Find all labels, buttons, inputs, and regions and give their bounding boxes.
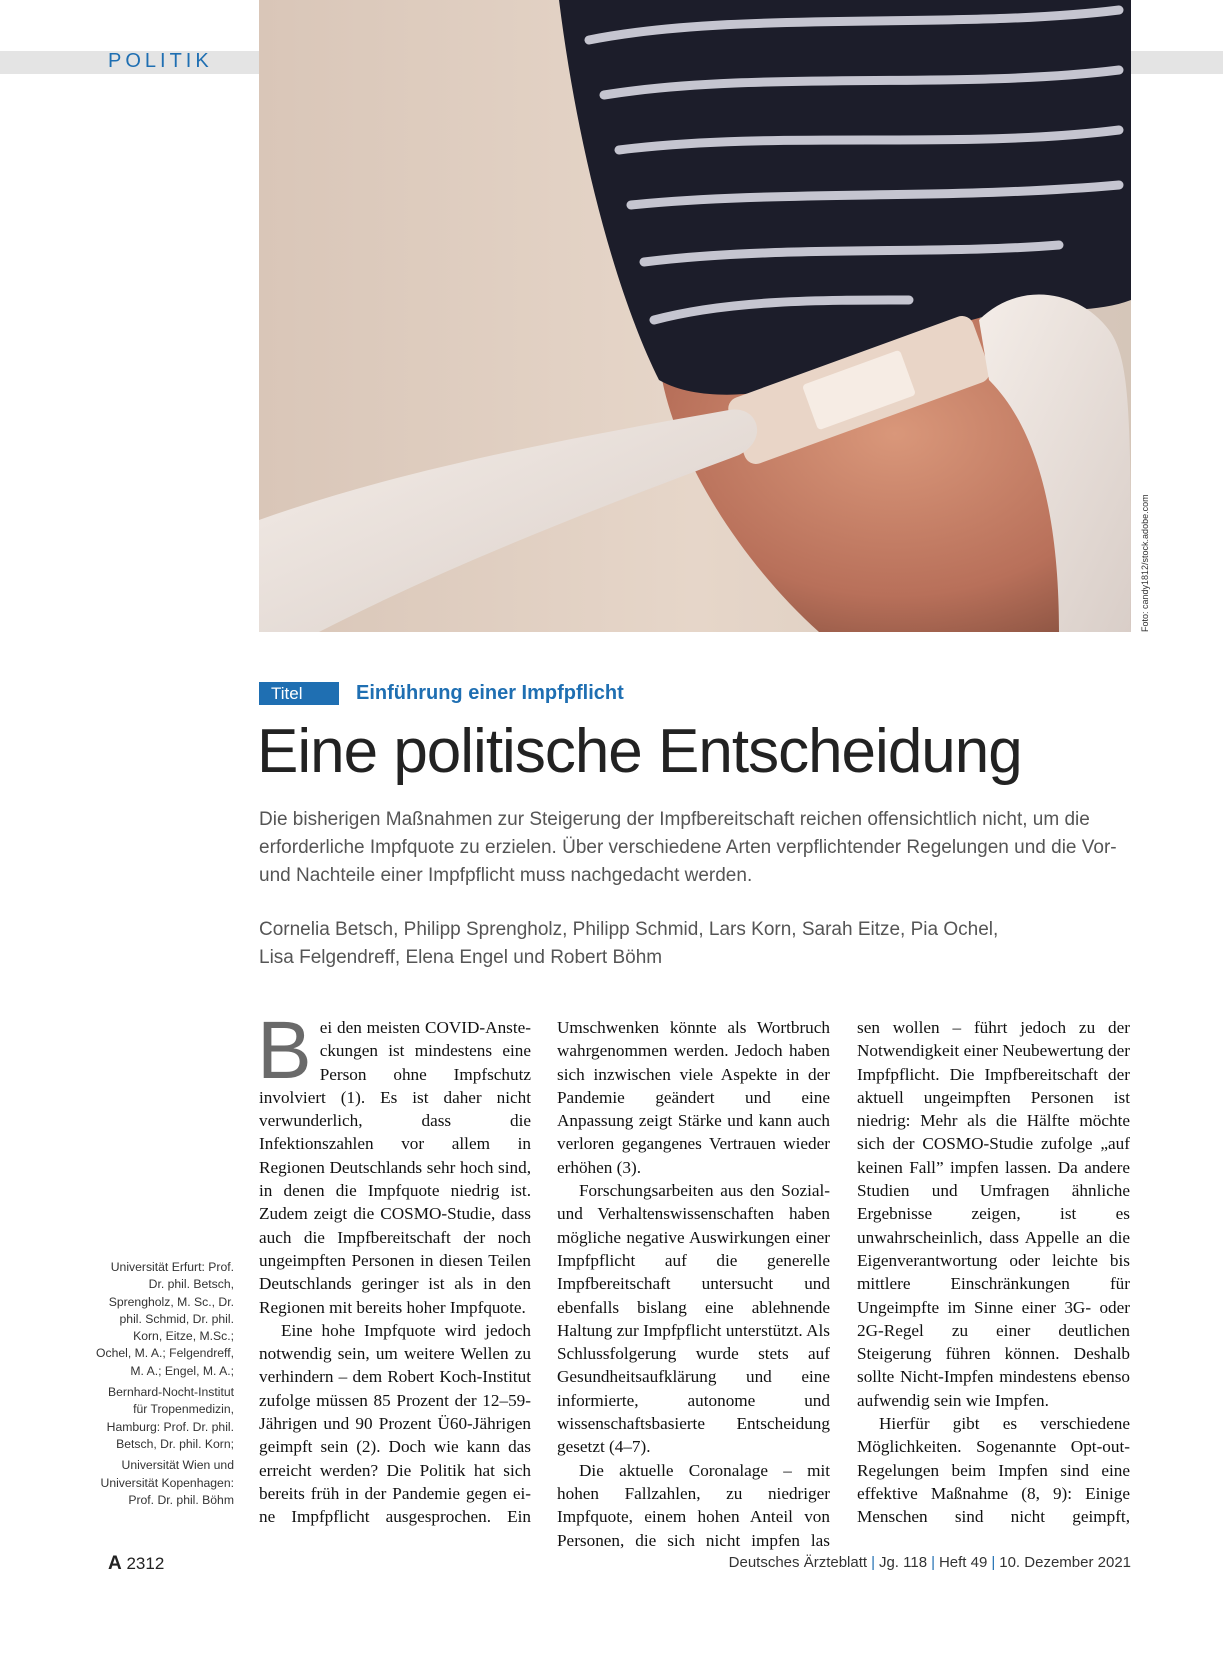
journal-date: 10. Dezember 2021: [999, 1554, 1131, 1571]
author-line-2: Lisa Felgendreff, Elena Engel und Robert Böhm: [259, 947, 663, 968]
body-column-2: [557, 1016, 830, 1552]
affiliations: [96, 1259, 234, 1513]
body-paragraph: Umschwenken könnte als Wortbruch wahrgenommen werden. Jedoch haben sich inzwischen viele Aspekte in der Pandemie geändert und eine Anpassung zeigt Stärke und kann auch verloren gegangenes Vertrauen wieder erhöhen (3).: [557, 1018, 830, 1177]
page-number: A 2312: [108, 1553, 165, 1574]
affiliation-hamburg: Bernhard-Nocht-Institut für Tropenmedizin, Hamburg: Prof. Dr. phil. Betsch, Dr. phil. Korn;: [106, 1385, 234, 1451]
article-photo: [259, 0, 1131, 632]
journal-issue: Heft 49: [938, 1554, 988, 1571]
author-list: [259, 916, 1119, 972]
body-paragraph: Die aktuelle Coronalage – mit hohen Fallzahlen, zu niedriger Impfquote, einem hohen Anteil von Personen, die sich nicht impfen las: [557, 1460, 830, 1550]
title-tag: Titel: [259, 682, 339, 705]
journal-name: Deutsches Ärzteblatt: [728, 1554, 868, 1571]
body-column-3: [857, 1016, 1130, 1529]
body-column-1: [257, 1005, 531, 1529]
header-band-right: [1131, 51, 1223, 74]
body-paragraph: Hierfür gibt es verschiedene Möglichkeiten. Sogenannte Opt-out-Regelungen beim Impfen sind eine effektive Maßnahme (8, 9): Einige Menschen sind nicht geimpft,: [857, 1414, 1130, 1527]
affiliation-erfurt: Universität Erfurt: Prof. Dr. phil. Betsch, Sprengholz, M. Sc., Dr. phil. Schmid, Dr. phil. Korn, Eitze, M.Sc.; Ochel, M. A.; Felgendreff, M. A.; Engel, M. A.;: [96, 1260, 234, 1378]
section-label: POLITIK: [108, 50, 213, 72]
body-text: ei den meisten COVID-Ansteckungen ist mindestens eine Person ohne Impfschutz involviert (1). Es ist daher nicht verwunderlich, dass die Infektionszahlen vor allem in Regionen Deutschlands sehr hoch sind, in denen die Impfquote niedrig ist. Zudem zeigt die COSMO-Studie, dass auch die Impfbereitschaft der noch ungeimpften Personen in diesen Teilen Deutschlands geringer ist als in den Regionen mit bereits hoher Impfquote.: [259, 1018, 531, 1317]
photo-illustration: [259, 0, 1131, 632]
kicker: Einführung einer Impfpflicht: [356, 682, 624, 704]
journal-footer: Deutsches Ärzteblatt | Jg. 118 | Heft 49 | 10. Dezember 2021: [728, 1554, 1131, 1571]
body-paragraph: [257, 1005, 531, 1319]
drop-cap: B: [257, 1005, 312, 1096]
body-paragraph: Eine hohe Impfquote wird jedoch notwendig sein, um weitere Wellen zu verhindern – dem Robert Koch-Institut zufolge müssen 85 Prozent der 12–59-Jährigen und 90 Prozent Ü60-Jährigen geimpft sein (2). Doch wie kann das erreicht werden? Die Politik hat sich bereits früh in der Pandemie gegen eine Impfpflicht ausgesprochen. Ein: [259, 1320, 531, 1527]
affiliation-wien: Universität Wien und Universität Kopenhagen: Prof. Dr. phil. Böhm: [100, 1458, 234, 1507]
author-line-1: Cornelia Betsch, Philipp Sprengholz, Philipp Schmid, Lars Korn, Sarah Eitze, Pia Ochel,: [259, 919, 999, 940]
journal-volume: Jg. 118: [878, 1554, 928, 1571]
headline: Eine politische Entscheidung: [257, 717, 1022, 786]
body-paragraph: Forschungsarbeiten aus den Sozial- und Verhaltenswissenschaften haben mögliche negative Auswirkungen einer Impfpflicht auf die generelle Impfbereitschaft untersucht und ebenfalls bislang eine ablehnende Haltung zur Impfpflicht unterstützt. Als Schlussfolgerung wurde stets auf Gesundheitsaufklärung und eine informierte, autonome und wissenschaftsbasierte Entscheidung gesetzt (4–7).: [557, 1181, 830, 1457]
lead-paragraph: Die bisherigen Maßnahmen zur Steigerung der Impfbereitschaft reichen offensichtlich nicht, um die erforderliche Impfquote zu erzielen. Über verschiedene Arten verpflichtender Regelungen und die Vor- und Nachteile einer Impfpflicht muss nachgedacht werden.: [259, 809, 1117, 886]
body-paragraph: sen wollen – führt jedoch zu der Notwendigkeit einer Neubewertung der Impfpflicht. Die Impfbereitschaft der aktuell ungeimpften Personen ist niedrig: Mehr als die Hälfte möchte sich der COSMO-Studie zufolge „auf keinen Fall” impfen lassen. Da andere Studien und Umfragen ähnliche Ergebnisse zeigen, ist es unwahrscheinlich, dass Appelle an die Eigenverantwortung oder leichte bis mittlere Einschränkungen für Ungeimpfte im Sinne einer 3G- oder 2G-Regel zu einer deutlichen Steigerung führen können. Deshalb sollte Nicht-Impfen mindestens ebenso aufwendig sein wie Impfen.: [857, 1018, 1130, 1410]
photo-credit: Foto: candy1812/stock.adobe.com: [1140, 494, 1150, 632]
